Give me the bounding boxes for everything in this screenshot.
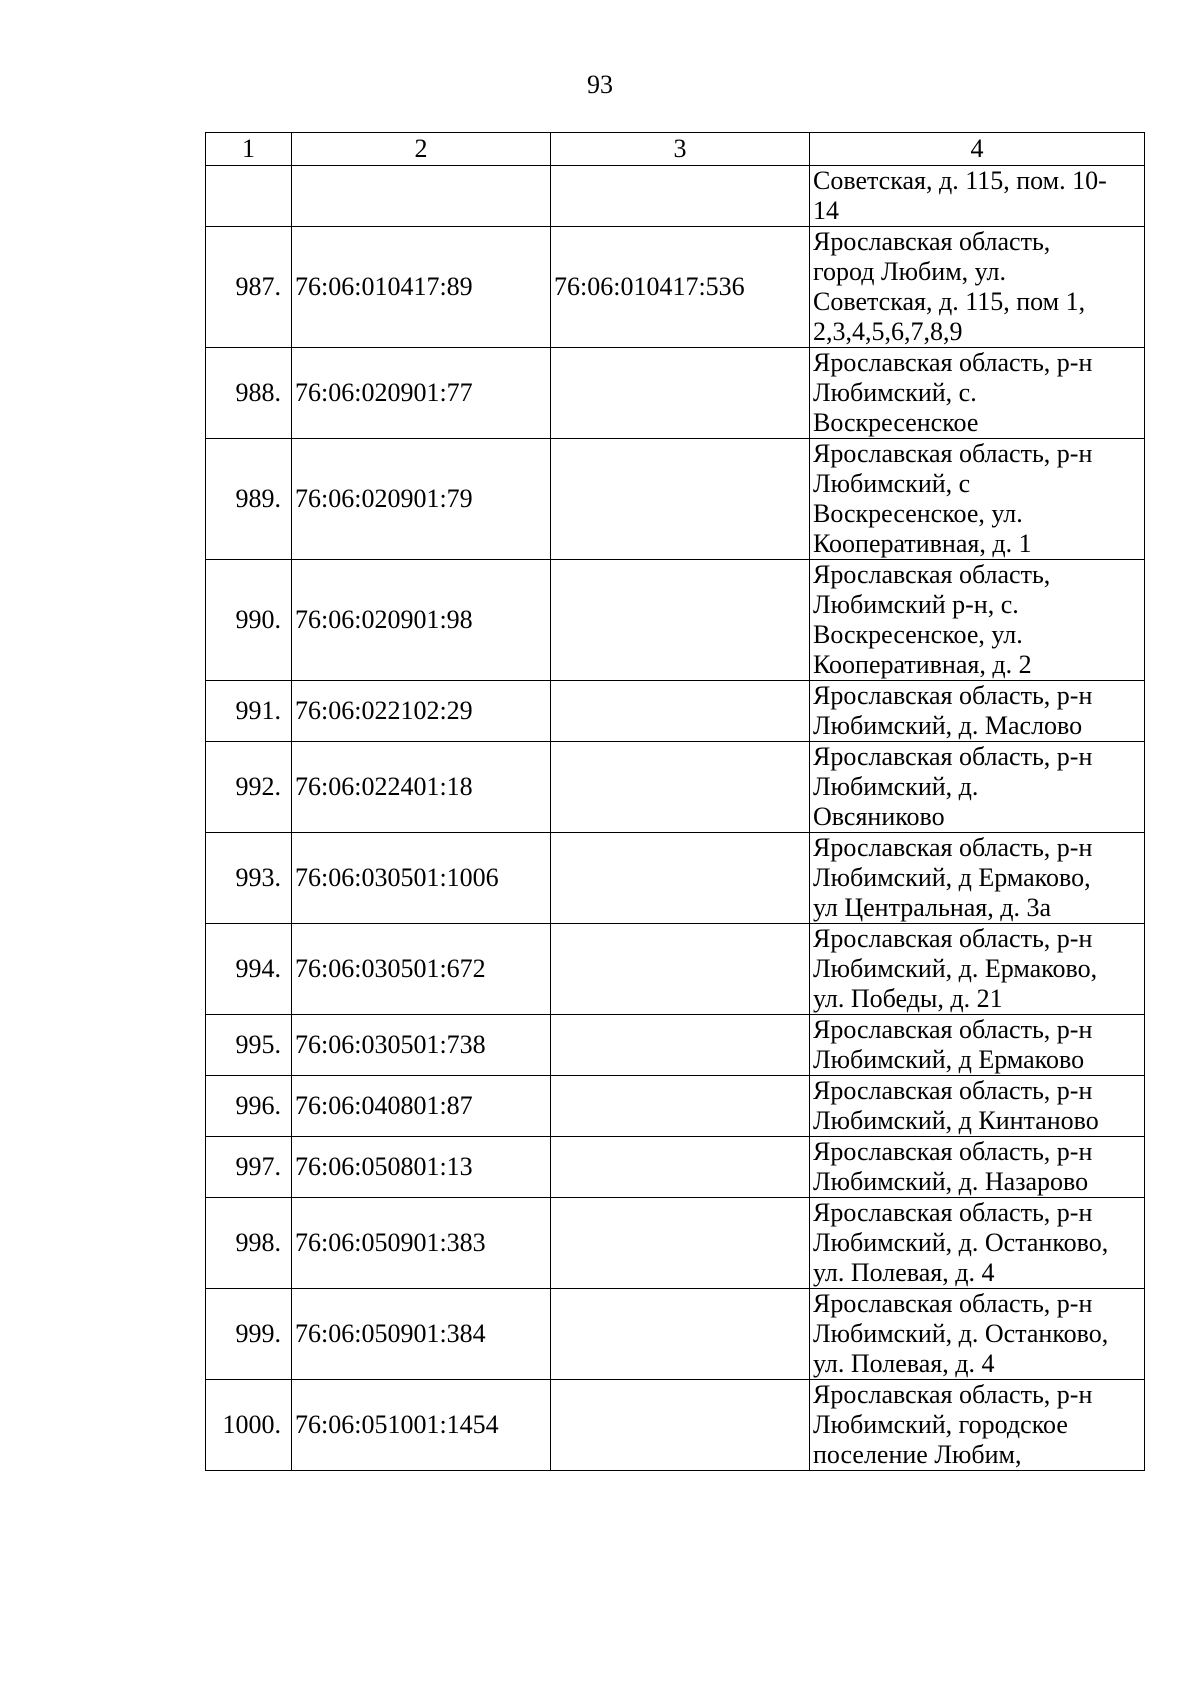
cadastral-number-secondary	[551, 348, 810, 439]
table-row	[206, 833, 1145, 924]
address-cell: Советская, д. 115, пом. 10- 14	[810, 166, 1145, 227]
cadastral-number-secondary	[551, 166, 810, 227]
address-cell: Ярославская область, Любимский р-н, с. Воскресенское, ул. Кооперативная, д. 2	[810, 560, 1145, 681]
cadastral-number-secondary	[551, 1289, 810, 1380]
cadastral-number-secondary	[551, 1137, 810, 1198]
row-number: 999.	[206, 1289, 292, 1380]
table-row	[206, 166, 1145, 227]
cadastral-number-secondary	[551, 1380, 810, 1471]
address-cell: Ярославская область, р-н Любимский, д. Овсяниково	[810, 742, 1145, 833]
table-row	[206, 1289, 1145, 1380]
cadastral-number: 76:06:020901:98	[292, 560, 551, 681]
table-row	[206, 348, 1145, 439]
table-header-row	[206, 133, 1145, 166]
row-number: 991.	[206, 681, 292, 742]
cadastral-number: 76:06:020901:79	[292, 439, 551, 560]
table-row	[206, 1137, 1145, 1198]
cadastral-number: 76:06:022401:18	[292, 742, 551, 833]
cadastral-number	[292, 166, 551, 227]
table-row	[206, 227, 1145, 348]
row-number: 994.	[206, 924, 292, 1015]
address-cell: Ярославская область, р-н Любимский, д. Назарово	[810, 1137, 1145, 1198]
row-number: 988.	[206, 348, 292, 439]
cadastral-number: 76:06:050901:383	[292, 1198, 551, 1289]
cadastral-number: 76:06:050801:13	[292, 1137, 551, 1198]
column-header: 4	[810, 133, 1145, 166]
row-number: 993.	[206, 833, 292, 924]
cadastral-number-secondary	[551, 924, 810, 1015]
cadastral-number-secondary	[551, 439, 810, 560]
cadastral-number: 76:06:030501:672	[292, 924, 551, 1015]
table-row	[206, 1076, 1145, 1137]
column-header: 1	[206, 133, 292, 166]
page-number: 93	[587, 70, 613, 99]
address-cell: Ярославская область, р-н Любимский, д. Останково, ул. Полевая, д. 4	[810, 1198, 1145, 1289]
address-cell: Ярославская область, город Любим, ул. Советская, д. 115, пом 1, 2,3,4,5,6,7,8,9	[810, 227, 1145, 348]
address-cell: Ярославская область, р-н Любимский, д Ермаково	[810, 1015, 1145, 1076]
cadastral-number: 76:06:030501:1006	[292, 833, 551, 924]
address-cell: Ярославская область, р-н Любимский, с Воскресенское, ул. Кооперативная, д. 1	[810, 439, 1145, 560]
cadastral-number: 76:06:030501:738	[292, 1015, 551, 1076]
cadastral-number: 76:06:010417:89	[292, 227, 551, 348]
table-row	[206, 1380, 1145, 1471]
table-row	[206, 681, 1145, 742]
cadastral-number-secondary	[551, 1015, 810, 1076]
row-number: 995.	[206, 1015, 292, 1076]
cadastral-number: 76:06:022102:29	[292, 681, 551, 742]
address-cell: Ярославская область, р-н Любимский, д Кинтаново	[810, 1076, 1145, 1137]
column-header: 2	[292, 133, 551, 166]
cadastral-number-secondary: 76:06:010417:536	[551, 227, 810, 348]
row-number: 987.	[206, 227, 292, 348]
table-row	[206, 1015, 1145, 1076]
row-number: 992.	[206, 742, 292, 833]
cadastral-number-secondary	[551, 833, 810, 924]
table-row	[206, 742, 1145, 833]
address-cell: Ярославская область, р-н Любимский, с. Воскресенское	[810, 348, 1145, 439]
cadastral-number-secondary	[551, 681, 810, 742]
table-row	[206, 1198, 1145, 1289]
row-number: 989.	[206, 439, 292, 560]
row-number	[206, 166, 292, 227]
table-row	[206, 560, 1145, 681]
row-number: 996.	[206, 1076, 292, 1137]
row-number: 997.	[206, 1137, 292, 1198]
cadastral-number: 76:06:020901:77	[292, 348, 551, 439]
cadastral-number: 76:06:040801:87	[292, 1076, 551, 1137]
address-cell: Ярославская область, р-н Любимский, д Ермаково, ул Центральная, д. 3а	[810, 833, 1145, 924]
address-cell: Ярославская область, р-н Любимский, д. Ермаково, ул. Победы, д. 21	[810, 924, 1145, 1015]
cadastral-number-secondary	[551, 742, 810, 833]
table-row	[206, 924, 1145, 1015]
cadastral-number: 76:06:050901:384	[292, 1289, 551, 1380]
cadastral-number: 76:06:051001:1454	[292, 1380, 551, 1471]
address-cell: Ярославская область, р-н Любимский, городское поселение Любим,	[810, 1380, 1145, 1471]
address-cell: Ярославская область, р-н Любимский, д. Останково, ул. Полевая, д. 4	[810, 1289, 1145, 1380]
row-number: 990.	[206, 560, 292, 681]
address-cell: Ярославская область, р-н Любимский, д. Маслово	[810, 681, 1145, 742]
cadastral-number-secondary	[551, 1198, 810, 1289]
row-number: 998.	[206, 1198, 292, 1289]
row-number: 1000.	[206, 1380, 292, 1471]
column-header: 3	[551, 133, 810, 166]
cadastral-number-secondary	[551, 1076, 810, 1137]
cadastral-number-secondary	[551, 560, 810, 681]
table-row	[206, 439, 1145, 560]
registry-table	[205, 132, 1145, 1471]
